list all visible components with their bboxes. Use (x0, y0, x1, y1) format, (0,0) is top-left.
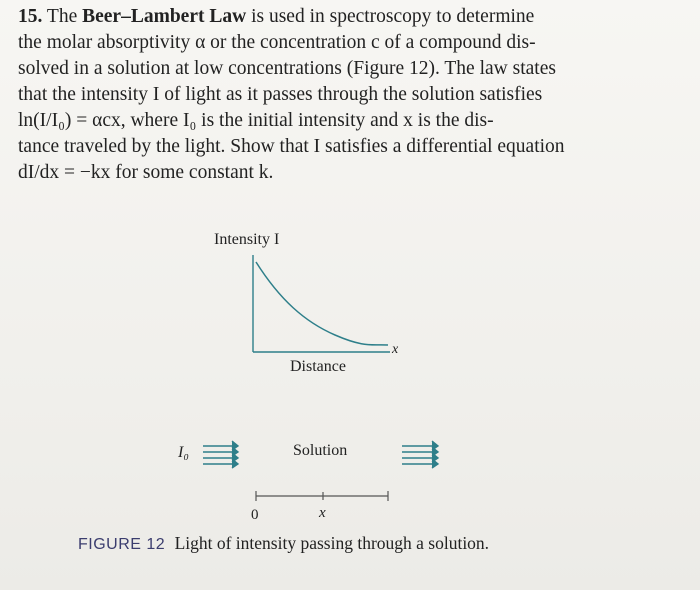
transmitted-light-arrows (402, 441, 438, 468)
solution-label: Solution (293, 442, 348, 459)
problem-line-6: tance traveled by the light. Show that I satisfies a differential equation (18, 136, 565, 157)
problem-line-3: solved in a solution at low concentrations (Figure 12). The law states (18, 58, 556, 79)
incident-light-arrows (203, 441, 238, 468)
y-axis-label: Intensity I (214, 231, 280, 248)
problem-number: 15. (18, 6, 43, 27)
figure-caption-text: Light of intensity passing through a solution. (174, 533, 490, 553)
figure-caption-label: FIGURE 12 (78, 536, 166, 553)
problem-line-2: the molar absorptivity α or the concentration c of a compound dis- (18, 32, 536, 53)
distance-ruler (256, 491, 388, 501)
law-name: Beer–Lambert Law (82, 6, 247, 27)
problem-line-1: 15. The Beer–Lambert Law is used in spectroscopy to determine (18, 6, 535, 27)
x-axis-variable: x (392, 342, 399, 357)
incident-intensity-label: I₀ (178, 444, 189, 461)
ruler-zero-label: 0 (251, 507, 259, 523)
x-axis-label: Distance (290, 358, 346, 375)
ruler-x-label: x (319, 505, 326, 521)
problem-line-5: ln(I/I₀) = αcx, where I₀ is the initial intensity and x is the dis- (18, 110, 494, 131)
problem-line-4: that the intensity I of light as it passes through the solution satisfies (18, 84, 543, 105)
decay-curve (256, 262, 388, 345)
figure-caption (78, 533, 489, 554)
problem-line-7: dI/dx = −kx for some constant k. (18, 162, 274, 183)
